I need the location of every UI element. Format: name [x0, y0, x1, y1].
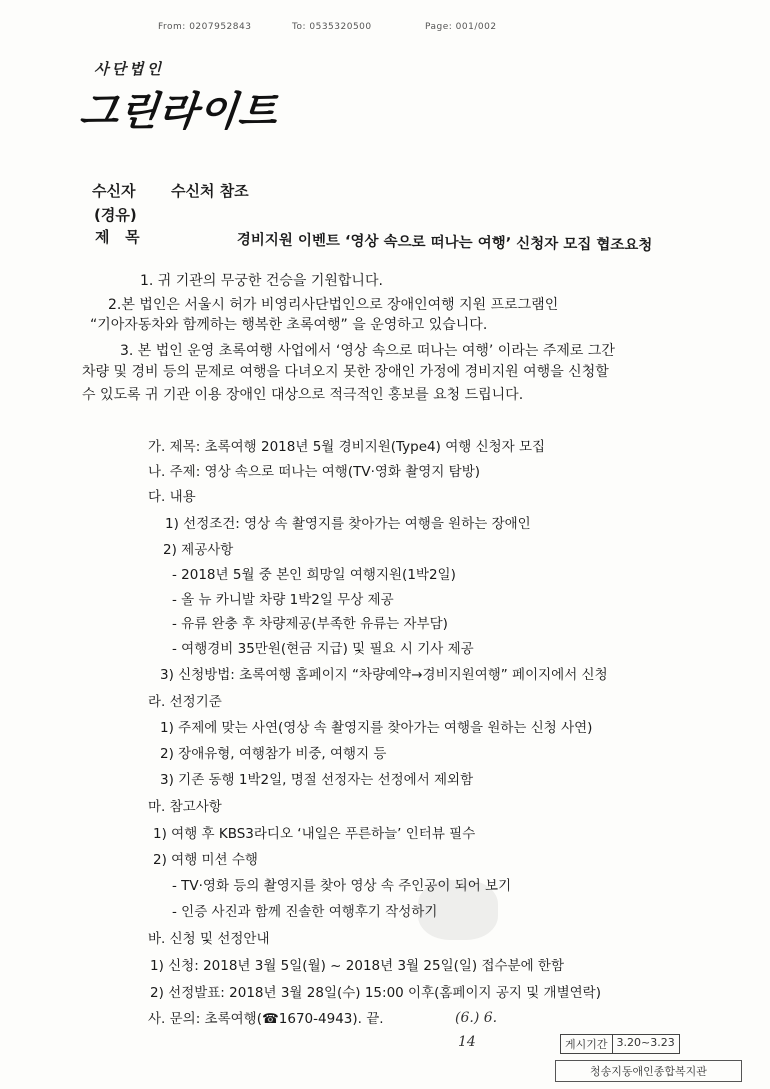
detail-ra-1: 1) 주제에 맞는 사연(영상 속 촬영지를 찾아가는 여행을 원하는 신청 사연)	[160, 720, 593, 736]
ink-smudge	[418, 880, 498, 940]
body-paragraph-2-line-1: 2.본 법인은 서울시 허가 비영리사단법인으로 장애인여행 지원 프로그램인	[108, 297, 559, 313]
recipient-value: 수신처 참조	[171, 182, 249, 200]
body-paragraph-3-line-1: 3. 본 법인 운영 초록여행 사업에서 ‘영상 속으로 떠나는 여행’ 이라는 주제로 그간	[120, 343, 615, 359]
detail-da-1: 1) 선정조건: 영상 속 촬영지를 찾아가는 여행을 원하는 장애인	[165, 516, 531, 532]
detail-ma-2-a: - TV·영화 등의 촬영지를 찾아 영상 속 주인공이 되어 보기	[172, 878, 512, 894]
posting-period-stamp	[560, 1034, 680, 1054]
recipient-label: 수신자	[92, 182, 136, 200]
handwritten-mark-2: 14	[458, 1034, 476, 1050]
body-paragraph-1: 1. 귀 기관의 무궁한 건승을 기원합니다.	[140, 273, 383, 289]
subject-value: 경비지원 이벤트 ‘영상 속으로 떠나는 여행’ 신청자 모집 협조요청	[236, 231, 653, 254]
detail-ma-2: 2) 여행 미션 수행	[153, 852, 258, 868]
detail-na: 나. 주제: 영상 속으로 떠나는 여행(TV·영화 촬영지 탐방)	[148, 464, 481, 480]
org-stamp-text: 청송지동애인종합복지관	[590, 1065, 707, 1078]
detail-sa: 사. 문의: 초록여행(☎1670-4943). 끝.	[148, 1011, 384, 1027]
fax-page: Page: 001/002	[425, 22, 497, 32]
detail-ba: 바. 신청 및 선정안내	[148, 931, 270, 947]
detail-da-2-c: - 유류 완충 후 차량제공(부족한 유류는 자부담)	[172, 616, 448, 632]
subject-label: 제 목	[95, 228, 140, 246]
detail-ba-1: 1) 신청: 2018년 3월 5일(월) ~ 2018년 3월 25일(일) 접수분에 한함	[150, 958, 565, 974]
via-label: (경유)	[94, 206, 137, 224]
detail-ma: 마. 참고사항	[148, 799, 222, 815]
detail-ga: 가. 제목: 초록여행 2018년 5월 경비지원(Type4) 여행 신청자 모집	[148, 439, 546, 455]
detail-da: 다. 내용	[148, 489, 196, 505]
body-paragraph-3-line-3: 수 있도록 귀 기관 이용 장애인 대상으로 적극적인 홍보를 요청 드립니다.	[82, 387, 524, 403]
fax-from: From: 0207952843	[158, 22, 252, 32]
body-paragraph-2-line-2: “기아자동차와 함께하는 행복한 초록여행” 을 운영하고 있습니다.	[90, 317, 488, 333]
detail-ra: 라. 선정기준	[148, 694, 222, 710]
logo-name: 그린라이트	[77, 89, 281, 135]
detail-ba-2: 2) 선정발표: 2018년 3월 28일(수) 15:00 이후(홈페이지 공지 및 개별연락)	[150, 985, 601, 1001]
detail-ra-3: 3) 기존 동행 1박2일, 명절 선정자는 선정에서 제외함	[160, 772, 474, 788]
posting-period-label: 게시기간	[560, 1034, 613, 1054]
detail-da-2-b: - 올 뉴 카니발 차량 1박2일 무상 제공	[172, 592, 394, 608]
handwritten-mark-1: (6.) 6.	[455, 1010, 498, 1026]
detail-ma-2-b: - 인증 사진과 함께 진솔한 여행후기 작성하기	[172, 904, 438, 920]
detail-da-2: 2) 제공사항	[163, 542, 234, 558]
logo-subtitle: 사단법인	[94, 60, 164, 78]
org-stamp	[555, 1060, 742, 1082]
body-paragraph-3-line-2: 차량 및 경비 등의 문제로 여행을 다녀오지 못한 장애인 가정에 경비지원 여행을 신청할	[82, 364, 609, 380]
detail-da-2-a: - 2018년 5월 중 본인 희망일 여행지원(1박2일)	[172, 567, 456, 583]
posting-period-value: 3.20~3.23	[613, 1034, 680, 1054]
detail-da-2-d: - 여행경비 35만원(현금 지급) 및 필요 시 기사 제공	[172, 641, 474, 657]
fax-to: To: 0535320500	[292, 22, 372, 32]
detail-ma-1: 1) 여행 후 KBS3라디오 ‘내일은 푸른하늘’ 인터뷰 필수	[153, 826, 476, 842]
detail-ra-2: 2) 장애유형, 여행참가 비중, 여행지 등	[160, 746, 387, 762]
detail-da-3: 3) 신청방법: 초록여행 홈페이지 “차량예약→경비지원여행” 페이지에서 신청	[160, 667, 608, 683]
